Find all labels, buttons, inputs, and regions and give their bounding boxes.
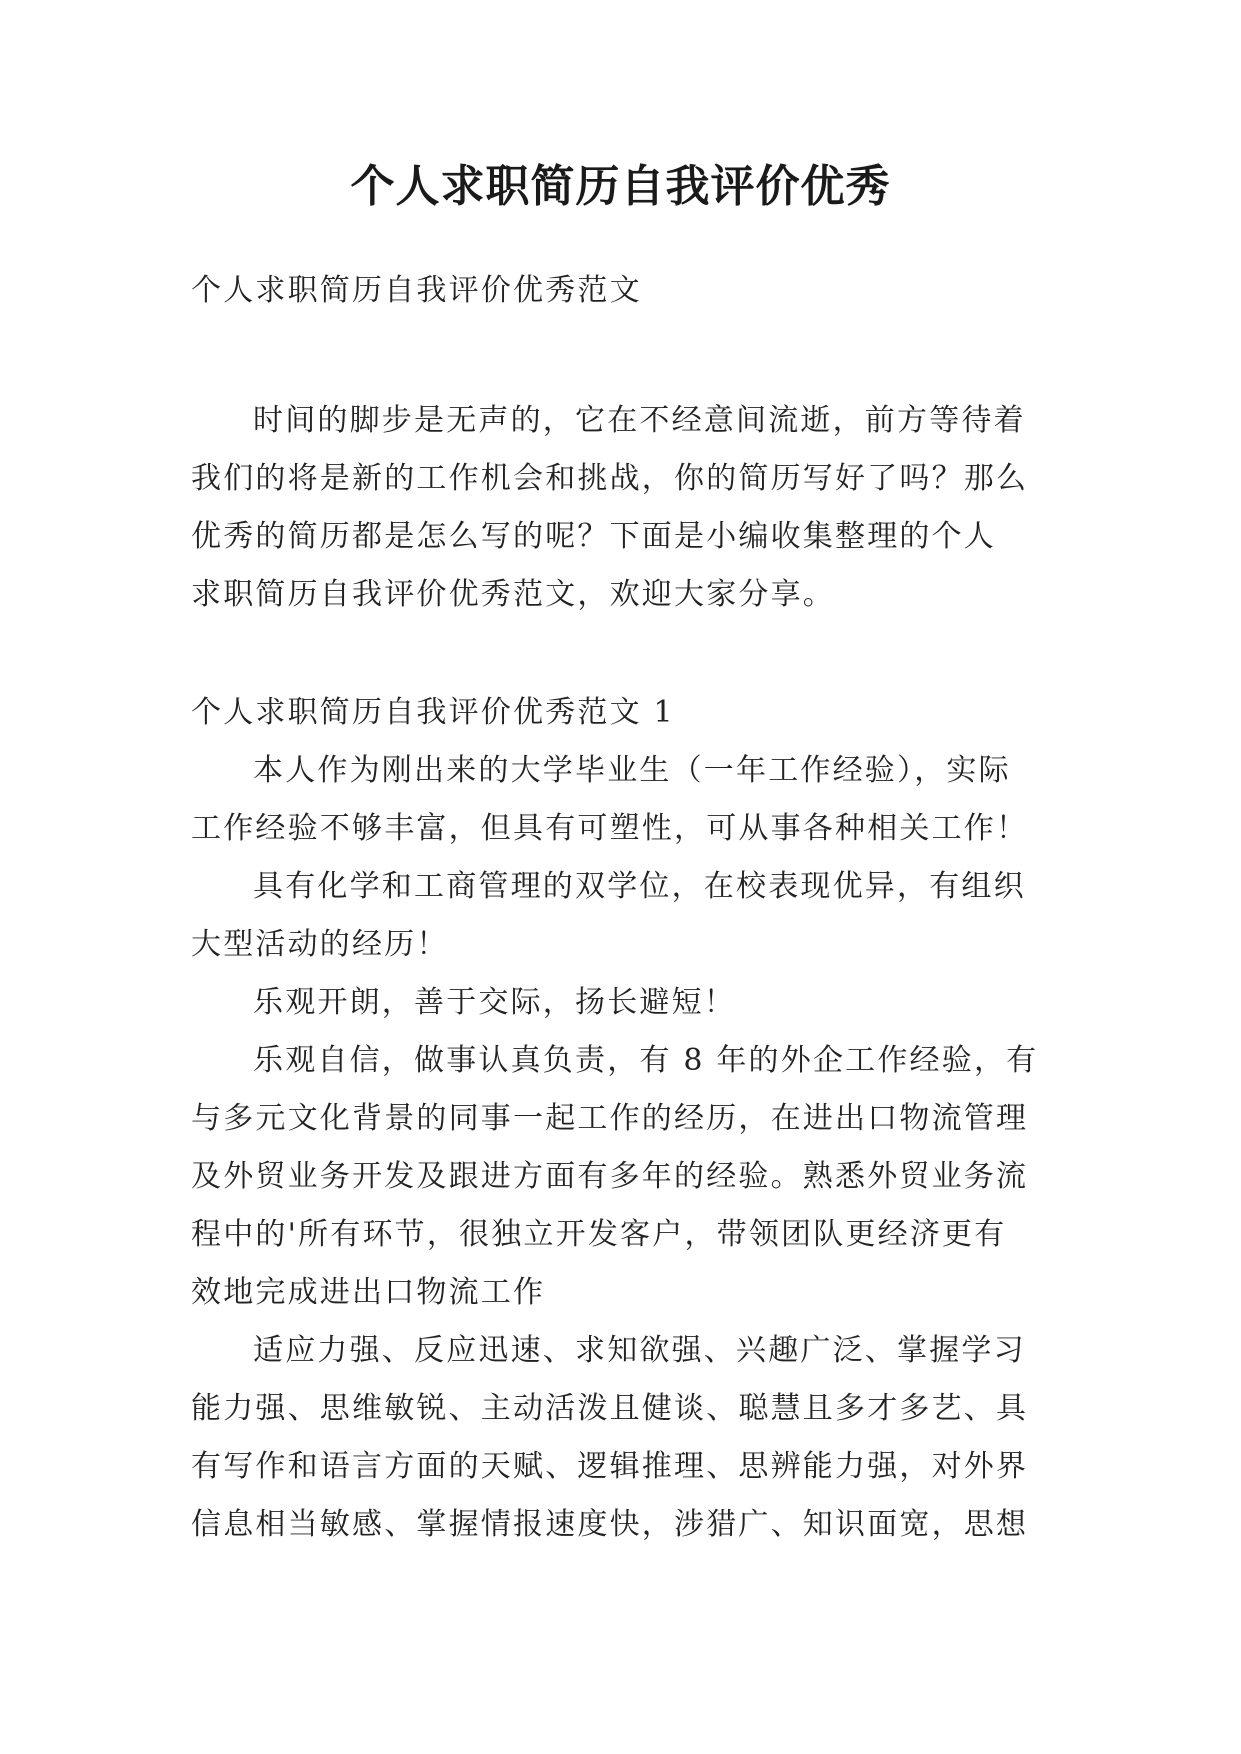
body-line: 有写作和语言方面的天赋、逻辑推理、思辨能力强，对外界: [191, 1449, 1029, 1484]
document-title: 个人求职简历自我评价优秀: [350, 161, 891, 212]
intro-line: 我们的将是新的工作机会和挑战，你的简历写好了吗？那么: [191, 461, 1029, 496]
body-line: 与多元文化背景的同事一起工作的经历，在进出口物流管理: [191, 1101, 1029, 1136]
body-line: 工作经验不够丰富，但具有可塑性，可从事各种相关工作！: [191, 811, 1029, 846]
intro-line: 优秀的简历都是怎么写的呢？下面是小编收集整理的个人: [191, 519, 996, 554]
body-line: 程中的'所有环节，很独立开发客户，带领团队更经济更有: [191, 1217, 1007, 1252]
subtitle: 个人求职简历自我评价优秀范文: [191, 273, 642, 308]
body-line: 乐观自信，做事认真负责，有 8 年的外企工作经验，有: [253, 1043, 1039, 1078]
body-line: 效地完成进出口物流工作: [191, 1275, 546, 1310]
body-line: 具有化学和工商管理的双学位，在校表现优异，有组织: [253, 869, 1026, 904]
document-body: [191, 262, 1051, 1554]
body-line: 本人作为刚出来的大学毕业生（一年工作经验），实际: [253, 753, 1011, 788]
section-heading: 个人求职简历自我评价优秀范文 1: [191, 695, 675, 730]
body-line: 大型活动的经历！: [191, 927, 449, 962]
body-line: 及外贸业务开发及跟进方面有多年的经验。熟悉外贸业务流: [191, 1159, 1029, 1194]
intro-line: 求职简历自我评价优秀范文，欢迎大家分享。: [191, 577, 835, 612]
body-line: 适应力强、反应迅速、求知欲强、兴趣广泛、掌握学习: [253, 1333, 1026, 1368]
body-line: 信息相当敏感、掌握情报速度快，涉猎广、知识面宽，思想: [191, 1507, 1029, 1542]
body-line: 能力强、思维敏锐、主动活泼且健谈、聪慧且多才多艺、具: [191, 1391, 1029, 1426]
body-line: 乐观开朗，善于交际，扬长避短！: [253, 985, 736, 1020]
intro-line: 时间的脚步是无声的，它在不经意间流逝，前方等待着: [253, 403, 1026, 438]
